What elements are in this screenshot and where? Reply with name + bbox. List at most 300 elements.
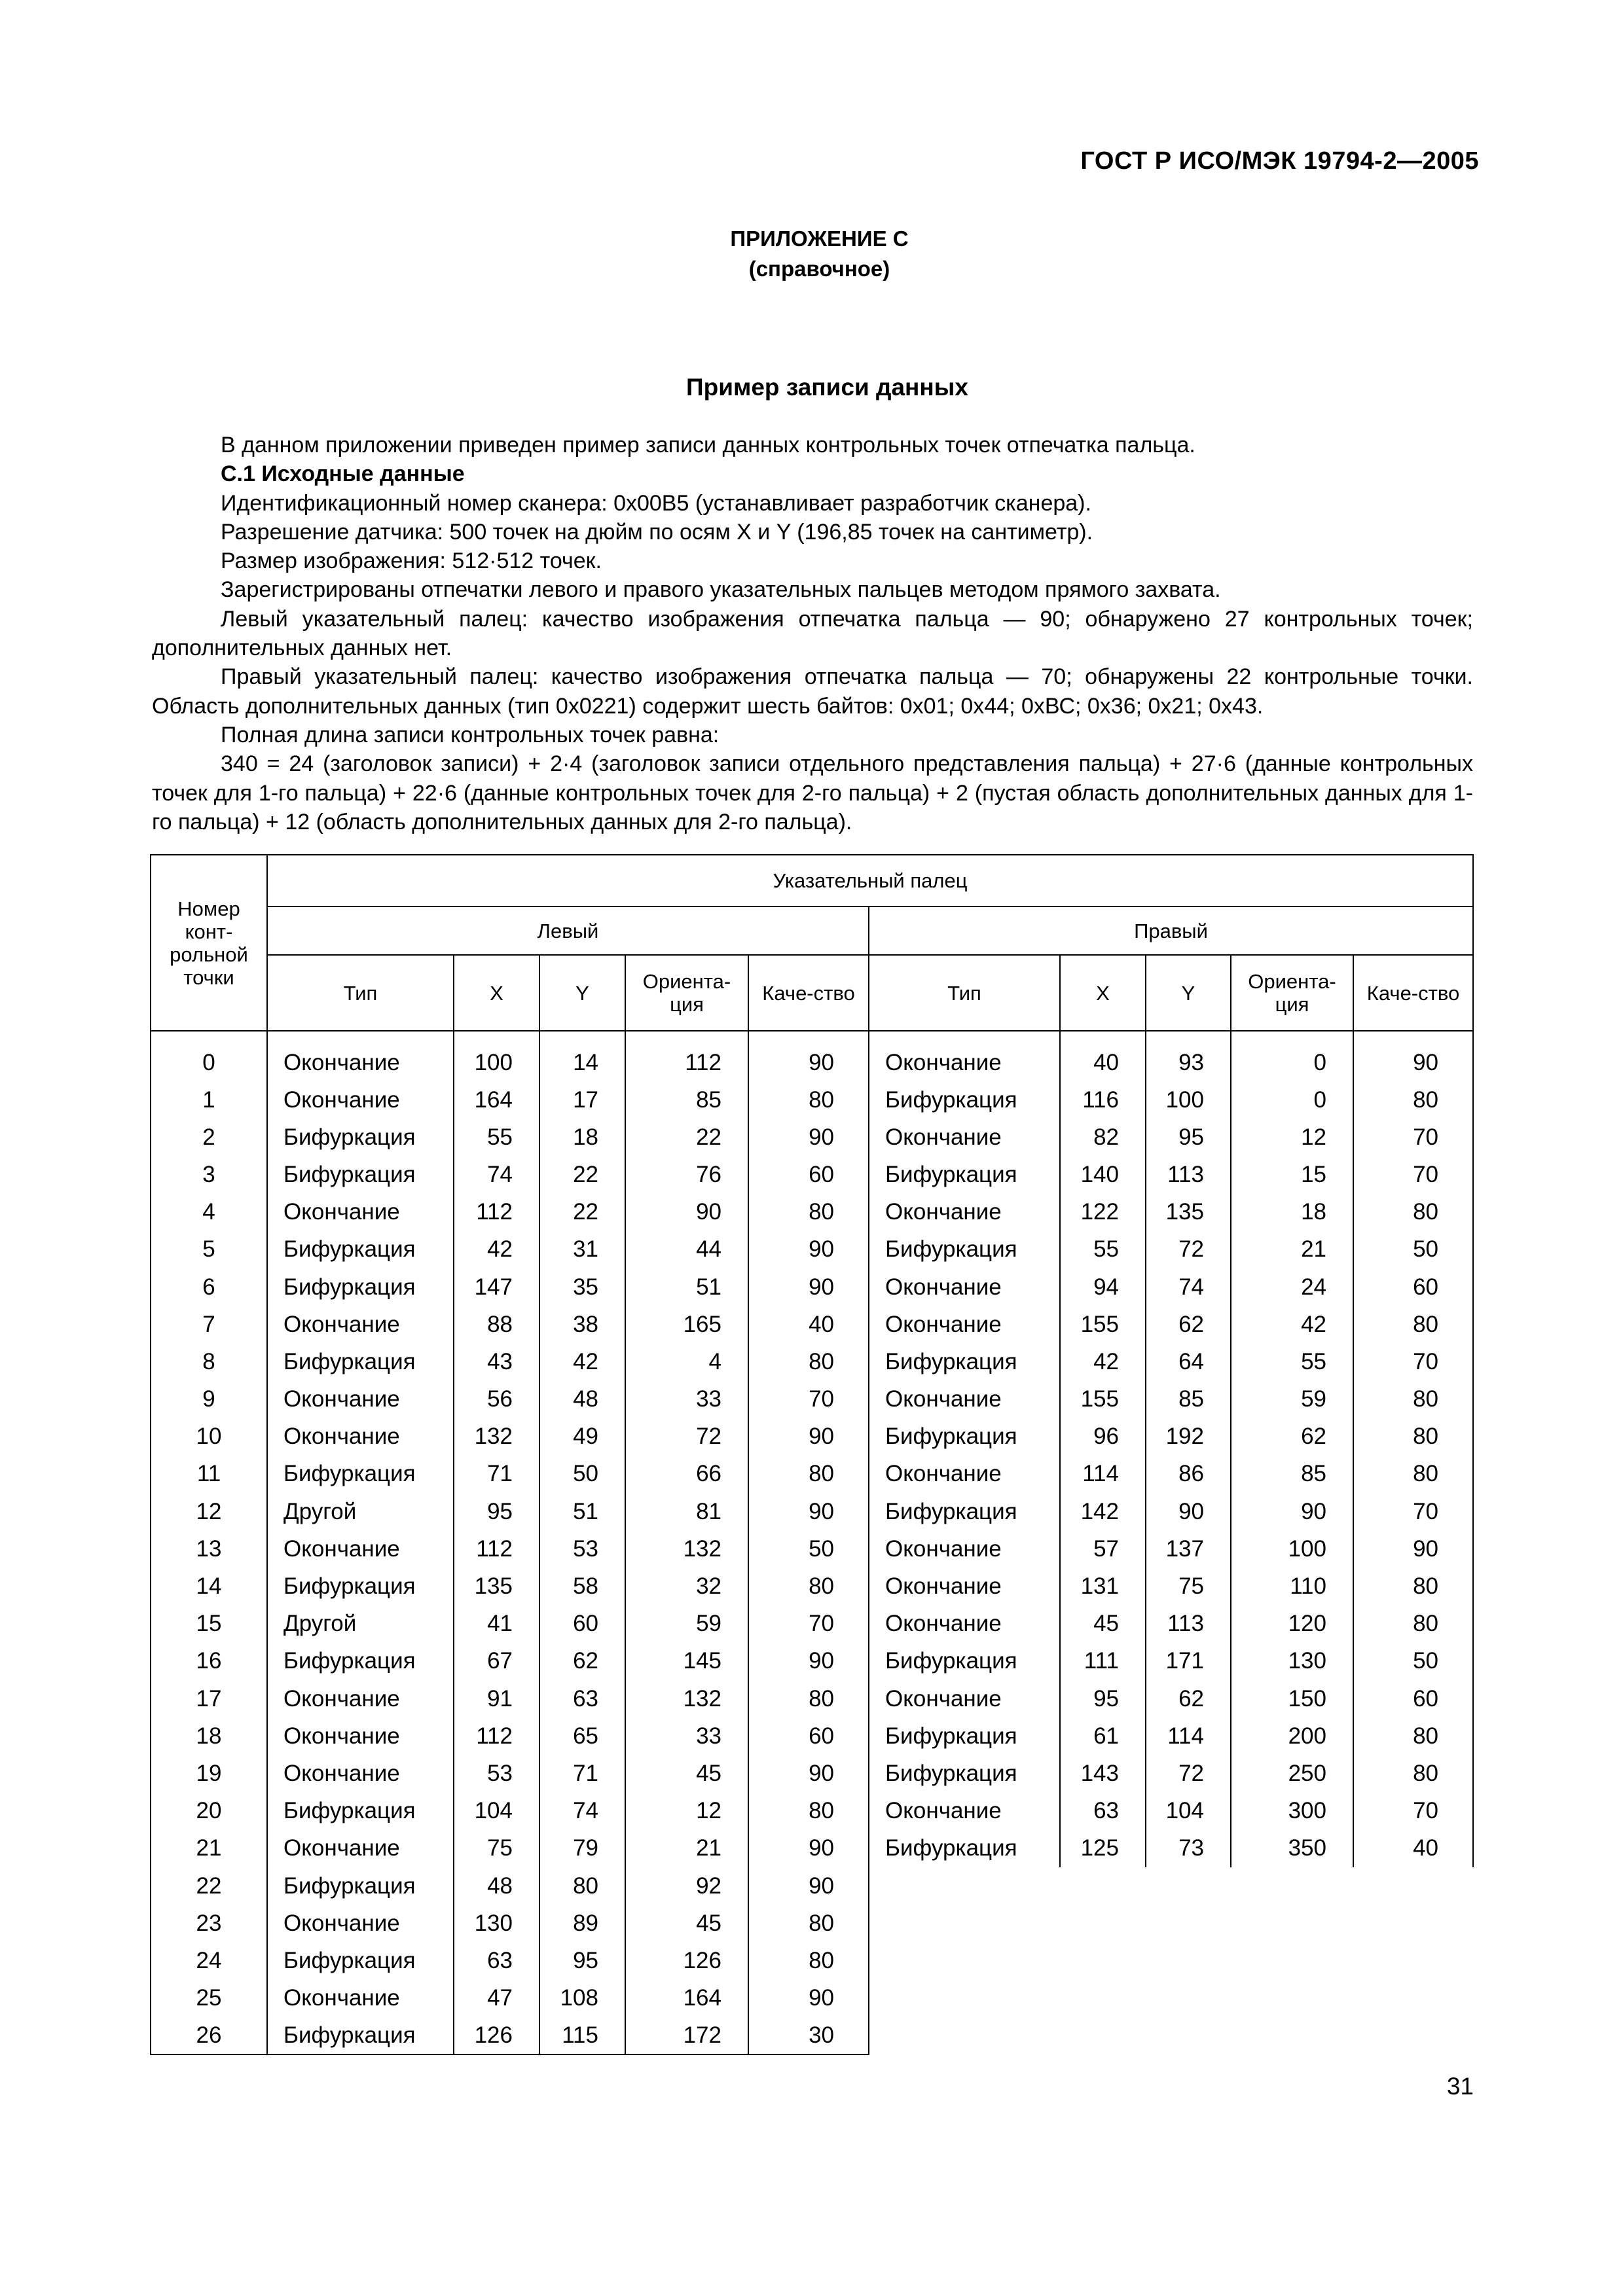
- left-x-cell: 95: [454, 1493, 539, 1530]
- right-orientation-cell: 300: [1231, 1793, 1353, 1830]
- left-orientation-cell: 81: [625, 1493, 748, 1530]
- left-type-cell: Окончание: [267, 1194, 454, 1231]
- right-type-cell: Окончание: [869, 1381, 1060, 1418]
- left-quality-cell: 90: [748, 1867, 869, 1905]
- left-quality-cell: 80: [748, 1194, 869, 1231]
- left-quality-cell: 80: [748, 1343, 869, 1380]
- right-x-cell: 82: [1060, 1119, 1146, 1156]
- left-orientation-cell: 33: [625, 1381, 748, 1418]
- left-y-cell: 95: [539, 1942, 625, 1979]
- left-finger-paragraph: Левый указательный палец: качество изображения отпечатка пальца — 90; обнаружено 27 контрольных точек; дополнительных данных нет.: [152, 606, 1473, 661]
- left-type-cell: Окончание: [267, 1081, 454, 1119]
- left-quality-cell: 60: [748, 1156, 869, 1193]
- table-row: [151, 1755, 1473, 1792]
- left-type-cell: Бифуркация: [267, 1119, 454, 1156]
- right-quality-cell: 50: [1353, 1231, 1473, 1268]
- point-number-cell: 4: [151, 1194, 267, 1231]
- right-orientation-cell: 42: [1231, 1306, 1353, 1343]
- left-orientation-cell: 45: [625, 1905, 748, 1942]
- left-x-cell: 47: [454, 1980, 539, 2017]
- left-type-cell: Бифуркация: [267, 2017, 454, 2054]
- left-quality-cell: 90: [748, 1755, 869, 1792]
- col-header-left: Левый: [267, 906, 869, 955]
- left-y-cell: 22: [539, 1156, 625, 1193]
- right-y-cell: 73: [1146, 1830, 1231, 1867]
- left-x-cell: 48: [454, 1867, 539, 1905]
- table-row: [151, 1530, 1473, 1568]
- right-orientation-cell: 12: [1231, 1119, 1353, 1156]
- table-row: [151, 1343, 1473, 1380]
- right-quality-cell: 80: [1353, 1456, 1473, 1493]
- left-type-cell: Бифуркация: [267, 1268, 454, 1306]
- right-type-cell: Бифуркация: [869, 1156, 1060, 1193]
- left-type-cell: Окончание: [267, 1031, 454, 1081]
- left-quality-cell: 90: [748, 1418, 869, 1456]
- right-x-cell: 143: [1060, 1755, 1146, 1792]
- left-y-cell: 48: [539, 1381, 625, 1418]
- table-row: [151, 1867, 1473, 1905]
- left-quality-cell: 80: [748, 1568, 869, 1605]
- point-number-cell: 19: [151, 1755, 267, 1792]
- document-title: Пример записи данных: [686, 374, 968, 401]
- point-number-cell: 18: [151, 1717, 267, 1755]
- left-orientation-cell: 51: [625, 1268, 748, 1306]
- left-x-cell: 135: [454, 1568, 539, 1605]
- right-x-cell: 140: [1060, 1156, 1146, 1193]
- point-number-cell: 7: [151, 1306, 267, 1343]
- right-finger-paragraph: Правый указательный палец: качество изображения отпечатка пальца — 70; обнаружены 22 контрольные точки. Область дополнительных данных (тип 0х0221) содержит шесть байтов: 0х01; 0х44; 0хВС; 0х36; 0х21; 0х43.: [152, 664, 1473, 719]
- left-orientation-cell: 92: [625, 1867, 748, 1905]
- left-y-cell: 42: [539, 1343, 625, 1380]
- table-row: [151, 1081, 1473, 1119]
- scanner-id-paragraph: Идентификационный номер сканера: 0х00В5 (устанавливает разработчик сканера).: [221, 490, 1091, 516]
- right-type-cell: Бифуркация: [869, 1717, 1060, 1755]
- left-x-cell: 147: [454, 1268, 539, 1306]
- point-number-cell: 17: [151, 1680, 267, 1717]
- right-orientation-cell: 90: [1231, 1493, 1353, 1530]
- left-type-cell: Бифуркация: [267, 1231, 454, 1268]
- left-x-cell: 112: [454, 1717, 539, 1755]
- resolution-paragraph: Разрешение датчика: 500 точек на дюйм по осям X и Y (196,85 точек на сантиметр).: [221, 519, 1093, 545]
- right-orientation-cell: 130: [1231, 1643, 1353, 1680]
- right-quality-cell: 60: [1353, 1680, 1473, 1717]
- col-header-right: Правый: [869, 906, 1473, 955]
- right-x-cell: 94: [1060, 1268, 1146, 1306]
- annex-title: ПРИЛОЖЕНИЕ С: [730, 226, 909, 251]
- left-y-cell: 60: [539, 1605, 625, 1643]
- table-row: [151, 1156, 1473, 1193]
- formula-paragraph: 340 = 24 (заголовок записи) + 2·4 (заголовок записи отдельного представления пальца) + 27·6 (данные контрольных точек для 1-го пальца) + 22·6 (данные контрольных точек для 2-го пальца) + 2 (пустая область дополнительных данных для 1-го пальца) + 12 (область дополнительных данных для 2-го пальца).: [152, 751, 1473, 834]
- right-orientation-cell: 350: [1231, 1830, 1353, 1867]
- empty-cell: [869, 1980, 1473, 2017]
- right-orientation-cell: 62: [1231, 1418, 1353, 1456]
- standard-code: ГОСТ Р ИСО/МЭК 19794-2—2005: [1080, 147, 1479, 175]
- right-y-cell: 171: [1146, 1643, 1231, 1680]
- right-x-cell: 61: [1060, 1717, 1146, 1755]
- left-orientation-cell: 72: [625, 1418, 748, 1456]
- point-number-cell: 0: [151, 1031, 267, 1081]
- left-quality-cell: 90: [748, 1980, 869, 2017]
- left-type-cell: Окончание: [267, 1381, 454, 1418]
- right-type-cell: Окончание: [869, 1119, 1060, 1156]
- left-orientation-cell: 76: [625, 1156, 748, 1193]
- table-row: [151, 1717, 1473, 1755]
- right-type-cell: Окончание: [869, 1306, 1060, 1343]
- left-x-cell: 130: [454, 1905, 539, 1942]
- left-orientation-cell: 164: [625, 1980, 748, 2017]
- left-quality-cell: 50: [748, 1530, 869, 1568]
- right-type-cell: Окончание: [869, 1680, 1060, 1717]
- table-row: [151, 1231, 1473, 1268]
- right-quality-cell: 90: [1353, 1031, 1473, 1081]
- right-quality-cell: 70: [1353, 1119, 1473, 1156]
- point-number-cell: 21: [151, 1830, 267, 1867]
- right-x-cell: 95: [1060, 1680, 1146, 1717]
- left-type-cell: Окончание: [267, 1830, 454, 1867]
- point-number-cell: 16: [151, 1643, 267, 1680]
- right-orientation-cell: 59: [1231, 1381, 1353, 1418]
- right-x-cell: 63: [1060, 1793, 1146, 1830]
- point-number-cell: 1: [151, 1081, 267, 1119]
- table-row: [151, 1418, 1473, 1456]
- empty-cell: [869, 1905, 1473, 1942]
- left-type-cell: Окончание: [267, 1755, 454, 1792]
- left-quality-cell: 30: [748, 2017, 869, 2054]
- left-y-cell: 22: [539, 1194, 625, 1231]
- right-y-cell: 113: [1146, 1156, 1231, 1193]
- left-orientation-cell: 4: [625, 1343, 748, 1380]
- col-header-left-x: X: [454, 955, 539, 1031]
- right-y-cell: 72: [1146, 1755, 1231, 1792]
- point-number-cell: 2: [151, 1119, 267, 1156]
- right-y-cell: 100: [1146, 1081, 1231, 1119]
- right-quality-cell: 40: [1353, 1830, 1473, 1867]
- table-row: [151, 1793, 1473, 1830]
- point-number-cell: 14: [151, 1568, 267, 1605]
- right-x-cell: 155: [1060, 1381, 1146, 1418]
- left-quality-cell: 90: [748, 1268, 869, 1306]
- left-orientation-cell: 112: [625, 1031, 748, 1081]
- left-orientation-cell: 32: [625, 1568, 748, 1605]
- col-header-right-x: X: [1060, 955, 1146, 1031]
- left-x-cell: 88: [454, 1306, 539, 1343]
- right-type-cell: Бифуркация: [869, 1418, 1060, 1456]
- left-type-cell: Бифуркация: [267, 1343, 454, 1380]
- right-x-cell: 42: [1060, 1343, 1146, 1380]
- right-y-cell: 104: [1146, 1793, 1231, 1830]
- left-type-cell: Окончание: [267, 1418, 454, 1456]
- left-quality-cell: 70: [748, 1605, 869, 1643]
- left-quality-cell: 80: [748, 1793, 869, 1830]
- col-header-right-type: Тип: [869, 955, 1060, 1031]
- right-x-cell: 114: [1060, 1456, 1146, 1493]
- col-header-left-orientation: Ориента-ция: [625, 955, 748, 1031]
- point-number-cell: 9: [151, 1381, 267, 1418]
- left-y-cell: 31: [539, 1231, 625, 1268]
- left-orientation-cell: 85: [625, 1081, 748, 1119]
- right-y-cell: 113: [1146, 1605, 1231, 1643]
- right-type-cell: Окончание: [869, 1268, 1060, 1306]
- col-header-right-orientation: Ориента-ция: [1231, 955, 1353, 1031]
- left-x-cell: 132: [454, 1418, 539, 1456]
- right-type-cell: Окончание: [869, 1456, 1060, 1493]
- left-orientation-cell: 44: [625, 1231, 748, 1268]
- col-header-left-y: Y: [539, 955, 625, 1031]
- total-length-paragraph: Полная длина записи контрольных точек равна:: [221, 722, 720, 747]
- right-orientation-cell: 0: [1231, 1031, 1353, 1081]
- right-type-cell: Бифуркация: [869, 1343, 1060, 1380]
- left-orientation-cell: 172: [625, 2017, 748, 2054]
- point-number-cell: 10: [151, 1418, 267, 1456]
- left-type-cell: Окончание: [267, 1980, 454, 2017]
- table-row: [151, 1830, 1473, 1867]
- table-row: [151, 1268, 1473, 1306]
- right-y-cell: 135: [1146, 1194, 1231, 1231]
- left-y-cell: 14: [539, 1031, 625, 1081]
- point-number-cell: 22: [151, 1867, 267, 1905]
- right-orientation-cell: 21: [1231, 1231, 1353, 1268]
- left-type-cell: Бифуркация: [267, 1867, 454, 1905]
- left-x-cell: 164: [454, 1081, 539, 1119]
- right-orientation-cell: 150: [1231, 1680, 1353, 1717]
- left-quality-cell: 40: [748, 1306, 869, 1343]
- left-orientation-cell: 132: [625, 1530, 748, 1568]
- right-type-cell: Бифуркация: [869, 1231, 1060, 1268]
- left-type-cell: Бифуркация: [267, 1643, 454, 1680]
- col-header-right-quality: Каче-ство: [1353, 955, 1473, 1031]
- right-type-cell: Окончание: [869, 1194, 1060, 1231]
- left-quality-cell: 80: [748, 1680, 869, 1717]
- right-orientation-cell: 24: [1231, 1268, 1353, 1306]
- left-y-cell: 74: [539, 1793, 625, 1830]
- left-y-cell: 80: [539, 1867, 625, 1905]
- left-orientation-cell: 126: [625, 1942, 748, 1979]
- point-number-cell: 6: [151, 1268, 267, 1306]
- left-quality-cell: 80: [748, 1905, 869, 1942]
- table-row: [151, 1194, 1473, 1231]
- left-x-cell: 42: [454, 1231, 539, 1268]
- left-type-cell: Другой: [267, 1605, 454, 1643]
- left-x-cell: 104: [454, 1793, 539, 1830]
- right-orientation-cell: 100: [1231, 1530, 1353, 1568]
- right-quality-cell: 80: [1353, 1568, 1473, 1605]
- right-x-cell: 116: [1060, 1081, 1146, 1119]
- left-y-cell: 38: [539, 1306, 625, 1343]
- left-orientation-cell: 145: [625, 1643, 748, 1680]
- left-x-cell: 75: [454, 1830, 539, 1867]
- left-y-cell: 35: [539, 1268, 625, 1306]
- left-y-cell: 58: [539, 1568, 625, 1605]
- left-x-cell: 112: [454, 1194, 539, 1231]
- left-type-cell: Бифуркация: [267, 1793, 454, 1830]
- right-type-cell: Окончание: [869, 1530, 1060, 1568]
- right-type-cell: Бифуркация: [869, 1643, 1060, 1680]
- body-text: [152, 431, 1473, 836]
- right-orientation-cell: 250: [1231, 1755, 1353, 1792]
- left-type-cell: Окончание: [267, 1717, 454, 1755]
- left-quality-cell: 70: [748, 1381, 869, 1418]
- right-quality-cell: 70: [1353, 1493, 1473, 1530]
- right-type-cell: Бифуркация: [869, 1755, 1060, 1792]
- left-y-cell: 18: [539, 1119, 625, 1156]
- left-type-cell: Бифуркация: [267, 1942, 454, 1979]
- left-x-cell: 91: [454, 1680, 539, 1717]
- left-x-cell: 41: [454, 1605, 539, 1643]
- table-body: [151, 1031, 1473, 2054]
- left-x-cell: 100: [454, 1031, 539, 1081]
- left-x-cell: 53: [454, 1755, 539, 1792]
- right-y-cell: 95: [1146, 1119, 1231, 1156]
- left-x-cell: 43: [454, 1343, 539, 1380]
- left-quality-cell: 80: [748, 1456, 869, 1493]
- left-y-cell: 65: [539, 1717, 625, 1755]
- left-type-cell: Бифуркация: [267, 1156, 454, 1193]
- left-orientation-cell: 90: [625, 1194, 748, 1231]
- point-number-cell: 25: [151, 1980, 267, 2017]
- table-row: [151, 1031, 1473, 1081]
- left-quality-cell: 90: [748, 1119, 869, 1156]
- registered-paragraph: Зарегистрированы отпечатки левого и правого указательных пальцев методом прямого захвата.: [221, 577, 1221, 603]
- right-orientation-cell: 120: [1231, 1605, 1353, 1643]
- right-quality-cell: 80: [1353, 1381, 1473, 1418]
- right-orientation-cell: 200: [1231, 1717, 1353, 1755]
- right-type-cell: Окончание: [869, 1605, 1060, 1643]
- left-type-cell: Окончание: [267, 1680, 454, 1717]
- left-y-cell: 71: [539, 1755, 625, 1792]
- left-orientation-cell: 66: [625, 1456, 748, 1493]
- right-x-cell: 142: [1060, 1493, 1146, 1530]
- left-y-cell: 49: [539, 1418, 625, 1456]
- col-header-left-type: Тип: [267, 955, 454, 1031]
- left-y-cell: 115: [539, 2017, 625, 2054]
- right-y-cell: 74: [1146, 1268, 1231, 1306]
- right-y-cell: 62: [1146, 1680, 1231, 1717]
- page-number: 31: [1446, 2073, 1474, 2100]
- right-orientation-cell: 0: [1231, 1081, 1353, 1119]
- right-y-cell: 90: [1146, 1493, 1231, 1530]
- right-quality-cell: 50: [1353, 1643, 1473, 1680]
- right-orientation-cell: 15: [1231, 1156, 1353, 1193]
- empty-cell: [869, 1942, 1473, 1979]
- empty-cell: [869, 1867, 1473, 1905]
- table-row: [151, 1905, 1473, 1942]
- left-type-cell: Окончание: [267, 1530, 454, 1568]
- right-y-cell: 64: [1146, 1343, 1231, 1380]
- table-row: [151, 1306, 1473, 1343]
- left-x-cell: 55: [454, 1119, 539, 1156]
- left-quality-cell: 80: [748, 1942, 869, 1979]
- right-type-cell: Бифуркация: [869, 1081, 1060, 1119]
- col-header-left-quality: Каче-ство: [748, 955, 869, 1031]
- annex-heading: [0, 224, 1623, 284]
- right-quality-cell: 70: [1353, 1156, 1473, 1193]
- right-quality-cell: 80: [1353, 1306, 1473, 1343]
- right-quality-cell: 60: [1353, 1268, 1473, 1306]
- right-y-cell: 86: [1146, 1456, 1231, 1493]
- left-x-cell: 71: [454, 1456, 539, 1493]
- left-orientation-cell: 45: [625, 1755, 748, 1792]
- left-type-cell: Другой: [267, 1493, 454, 1530]
- left-y-cell: 51: [539, 1493, 625, 1530]
- left-y-cell: 50: [539, 1456, 625, 1493]
- right-orientation-cell: 18: [1231, 1194, 1353, 1231]
- table-row: [151, 1568, 1473, 1605]
- right-y-cell: 93: [1146, 1031, 1231, 1081]
- left-orientation-cell: 59: [625, 1605, 748, 1643]
- left-orientation-cell: 22: [625, 1119, 748, 1156]
- empty-cell: [869, 2017, 1473, 2054]
- point-number-cell: 5: [151, 1231, 267, 1268]
- right-y-cell: 62: [1146, 1306, 1231, 1343]
- intro-paragraph: В данном приложении приведен пример записи данных контрольных точек отпечатка пальца.: [221, 433, 1195, 457]
- point-number-cell: 12: [151, 1493, 267, 1530]
- table-row: [151, 1456, 1473, 1493]
- right-x-cell: 125: [1060, 1830, 1146, 1867]
- left-y-cell: 108: [539, 1980, 625, 2017]
- right-orientation-cell: 110: [1231, 1568, 1353, 1605]
- left-orientation-cell: 12: [625, 1793, 748, 1830]
- right-y-cell: 137: [1146, 1530, 1231, 1568]
- left-quality-cell: 90: [748, 1643, 869, 1680]
- right-type-cell: Окончание: [869, 1031, 1060, 1081]
- right-x-cell: 155: [1060, 1306, 1146, 1343]
- right-x-cell: 96: [1060, 1418, 1146, 1456]
- right-quality-cell: 80: [1353, 1194, 1473, 1231]
- right-x-cell: 40: [1060, 1031, 1146, 1081]
- right-y-cell: 75: [1146, 1568, 1231, 1605]
- point-number-cell: 26: [151, 2017, 267, 2054]
- col-header-right-y: Y: [1146, 955, 1231, 1031]
- right-y-cell: 85: [1146, 1381, 1231, 1418]
- col-header-point: Номер конт-рольной точки: [151, 855, 267, 1031]
- table-row: [151, 1942, 1473, 1979]
- right-x-cell: 111: [1060, 1643, 1146, 1680]
- section-heading: С.1 Исходные данные: [221, 461, 465, 487]
- right-orientation-cell: 55: [1231, 1343, 1353, 1380]
- table-row: [151, 2017, 1473, 2054]
- right-quality-cell: 70: [1353, 1343, 1473, 1380]
- left-y-cell: 62: [539, 1643, 625, 1680]
- image-size-paragraph: Размер изображения: 512·512 точек.: [221, 548, 602, 574]
- right-type-cell: Окончание: [869, 1793, 1060, 1830]
- left-x-cell: 67: [454, 1643, 539, 1680]
- right-type-cell: Бифуркация: [869, 1830, 1060, 1867]
- table-row: [151, 1381, 1473, 1418]
- point-number-cell: 8: [151, 1343, 267, 1380]
- right-x-cell: 57: [1060, 1530, 1146, 1568]
- left-quality-cell: 90: [748, 1830, 869, 1867]
- right-y-cell: 72: [1146, 1231, 1231, 1268]
- right-x-cell: 122: [1060, 1194, 1146, 1231]
- right-orientation-cell: 85: [1231, 1456, 1353, 1493]
- right-quality-cell: 80: [1353, 1755, 1473, 1792]
- point-number-cell: 23: [151, 1905, 267, 1942]
- table-row: [151, 1980, 1473, 2017]
- left-type-cell: Окончание: [267, 1306, 454, 1343]
- table-row: [151, 1680, 1473, 1717]
- table-row: [151, 1119, 1473, 1156]
- right-type-cell: Бифуркация: [869, 1493, 1060, 1530]
- right-quality-cell: 80: [1353, 1081, 1473, 1119]
- right-quality-cell: 80: [1353, 1418, 1473, 1456]
- annex-subtitle: (справочное): [748, 257, 890, 281]
- left-orientation-cell: 21: [625, 1830, 748, 1867]
- left-x-cell: 74: [454, 1156, 539, 1193]
- left-quality-cell: 60: [748, 1717, 869, 1755]
- left-quality-cell: 90: [748, 1493, 869, 1530]
- left-y-cell: 53: [539, 1530, 625, 1568]
- left-type-cell: Бифуркация: [267, 1456, 454, 1493]
